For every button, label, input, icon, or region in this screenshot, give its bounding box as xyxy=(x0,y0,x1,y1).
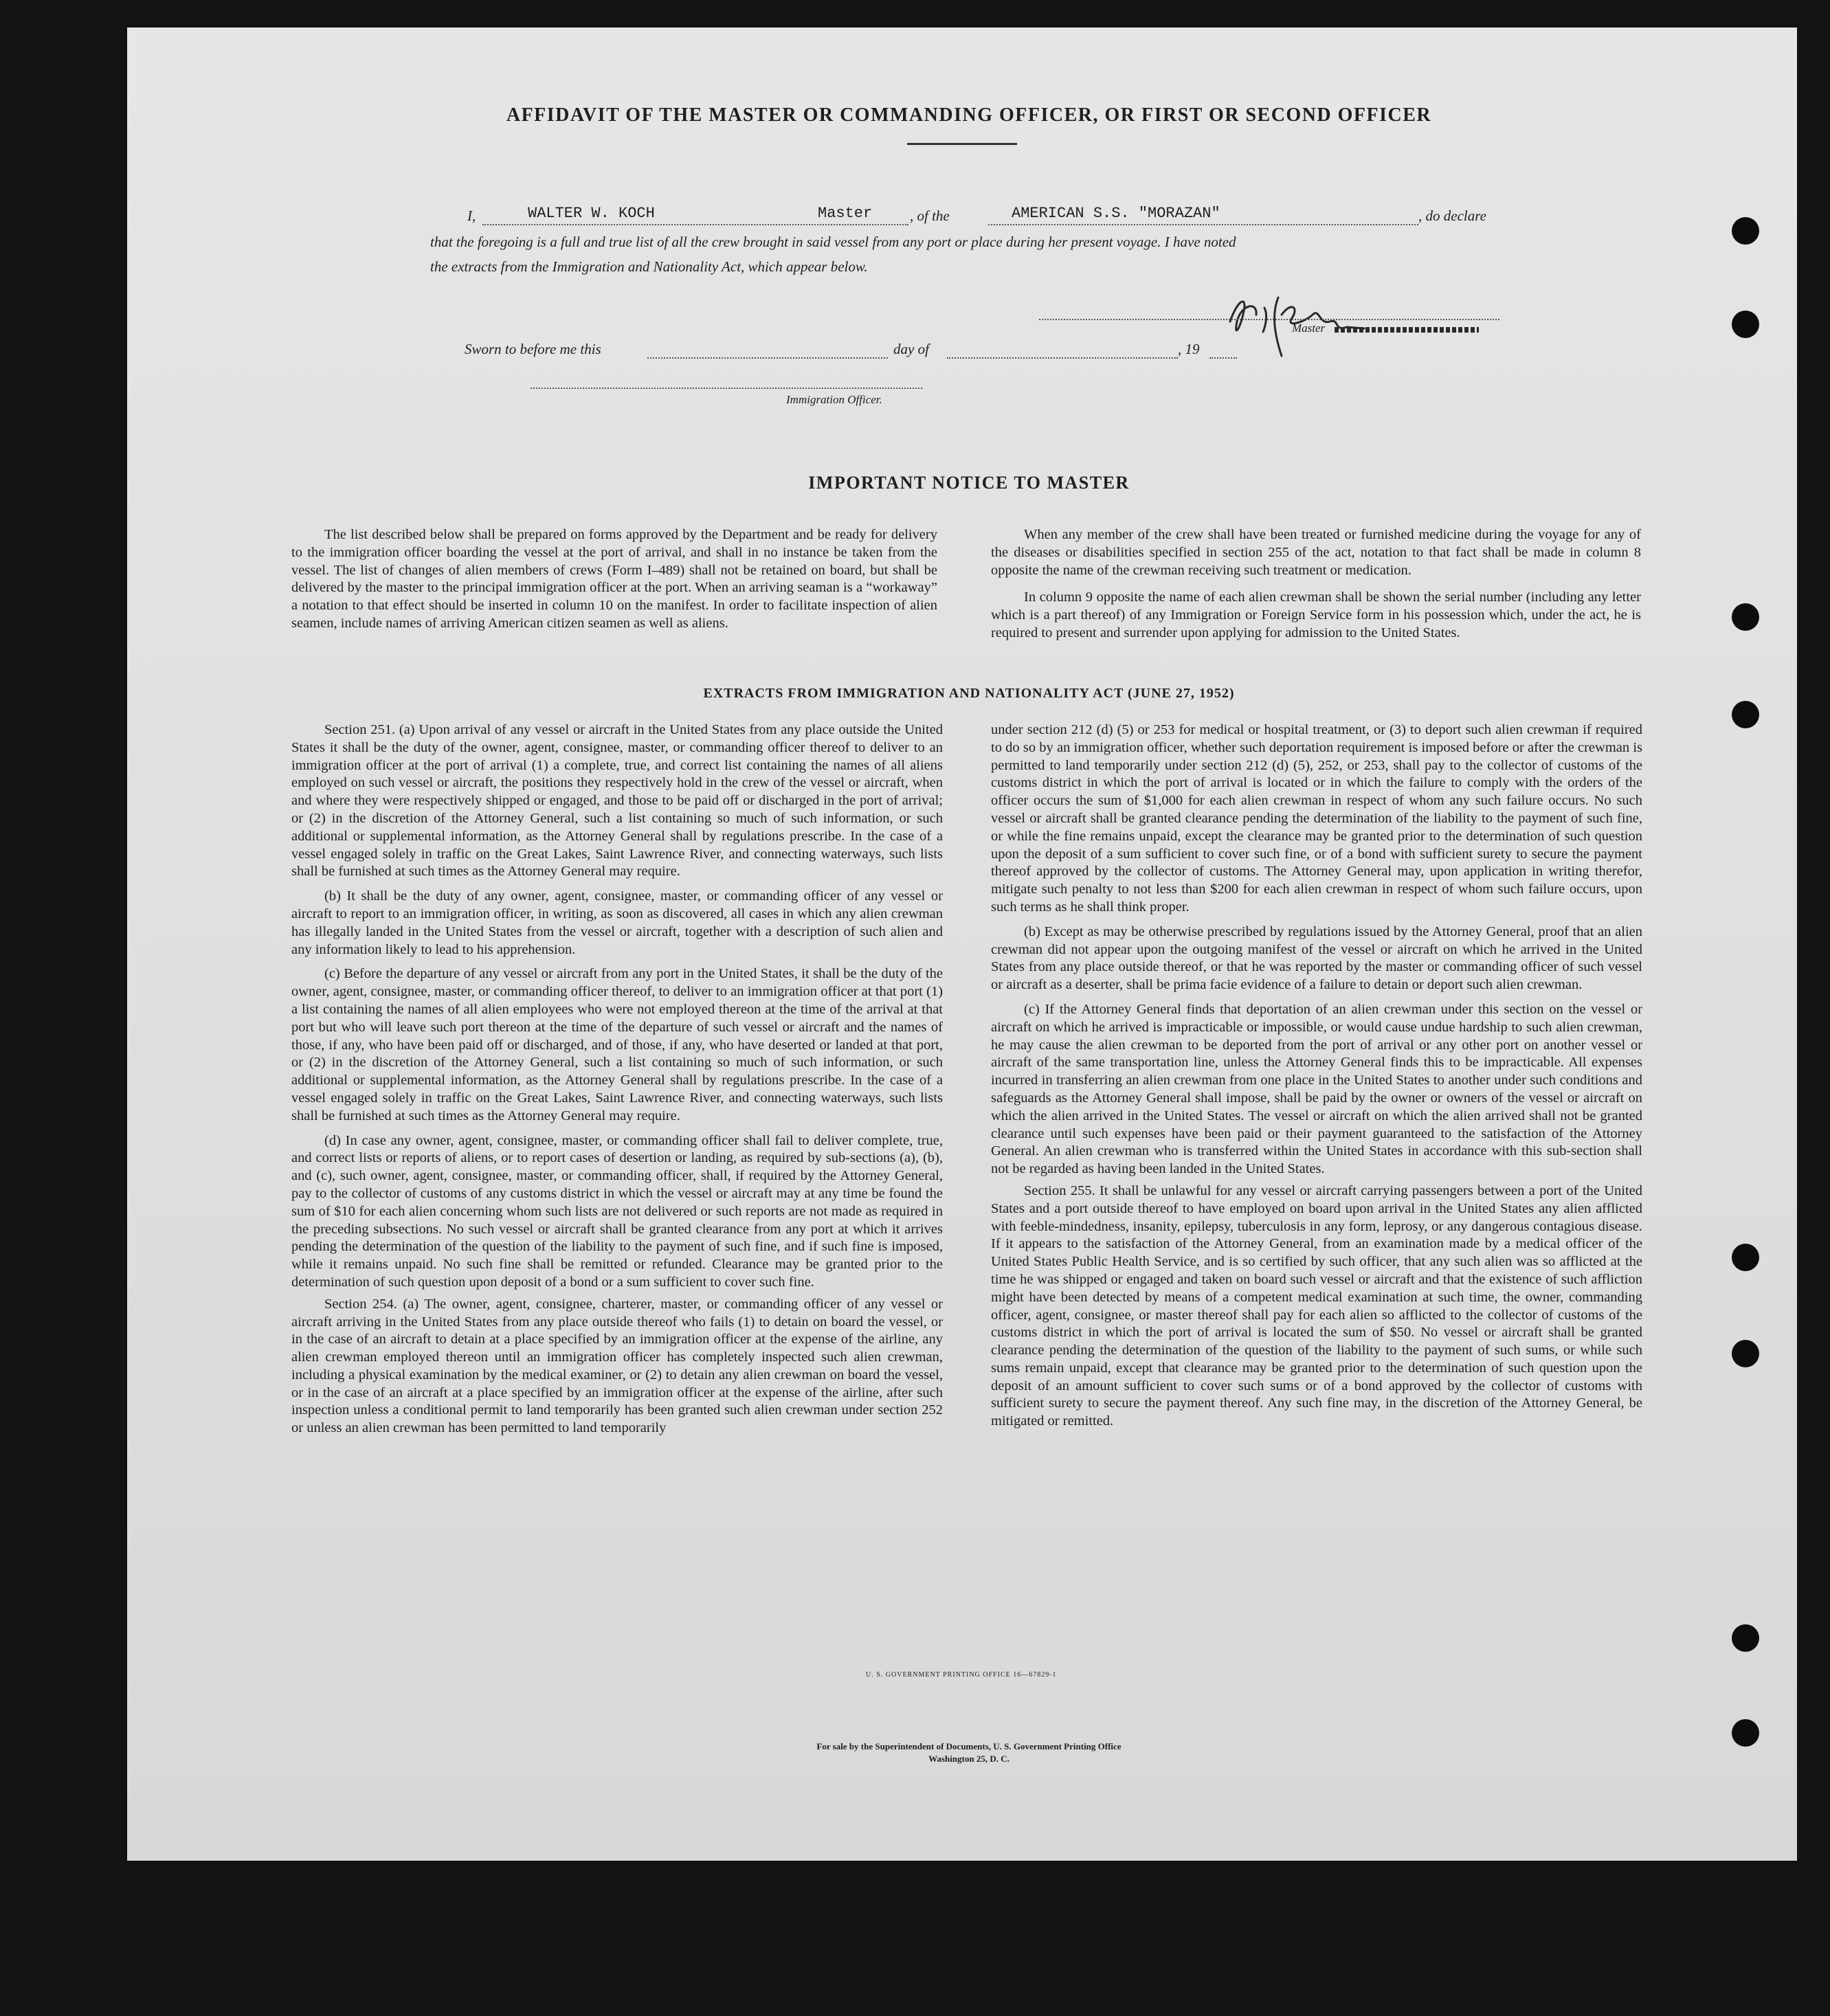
binder-hole xyxy=(1732,1340,1759,1367)
notice-left-column xyxy=(291,526,937,633)
section-251-b: (b) It shall be the duty of any owner, agent, consignee, master, or commanding officer of any vessel or aircraft to report to an immigration officer, in writing, as soon as discovered, all cases in which any alien crewman has illegally landed in the United States from the vessel or aircraft, together with a description of such alien and any information likely to lead to his apprehension. xyxy=(291,888,943,957)
declare-label: , do declare xyxy=(1418,208,1486,224)
vessel-name: AMERICAN S.S. "MORAZAN" xyxy=(1012,205,1220,222)
master-rank: Master xyxy=(818,205,873,222)
binder-hole xyxy=(1732,217,1759,245)
extracts-right-column xyxy=(991,721,1642,1431)
i-label: I, xyxy=(467,208,476,224)
sale-notice-line-1: For sale by the Superintendent of Documents, U. S. Government Printing Office xyxy=(816,1741,1122,1751)
binder-hole xyxy=(1732,603,1759,631)
binder-hole xyxy=(1732,1244,1759,1271)
binder-hole xyxy=(1732,1719,1759,1747)
sworn-day-line xyxy=(647,339,888,359)
sworn-label: Sworn to before me this xyxy=(465,341,601,357)
section-254-a-continued: under section 212 (d) (5) or 253 for medical or hospital treatment, or (3) to deport such alien crewman if required to do so by an immigration officer, whether such deportation requirement is imposed before or after the crewman is permitted to land temporarily under section 212 (d) (5), 252, or 253, shall pay to the collector of customs of the customs district in which the port of arrival is located or in which the failure to comply with the orders of the officer occurs the sum of $1,000 for each alien crewman in respect of whom any such failure occurs. No such vessel or aircraft shall be granted clearance pending the determination of the liability to the payment of such fine, or while the fine remains unpaid, except the clearance may be granted prior to the determination of such question upon the deposit of a sum sufficient to cover such fine, or of a bond with sufficient surety to secure the payment thereof approved by the collector of customs. The Attorney General may, upon application in writing therefor, mitigate such penalty to not less than $200 for each alien crewman in respect of whom such failure occurs, upon such terms as he shall think proper. xyxy=(991,722,1642,915)
notice-right-column xyxy=(991,526,1641,642)
binder-hole xyxy=(1732,311,1759,338)
binder-hole xyxy=(1732,1624,1759,1652)
sworn-month-line xyxy=(947,339,1178,359)
extracts-left-column xyxy=(291,721,943,1437)
sworn-year-line xyxy=(1209,339,1237,359)
binder-hole xyxy=(1732,701,1759,728)
signature-title: Master xyxy=(1292,322,1326,335)
section-251-d: (d) In case any owner, agent, consignee, master, or commanding officer shall fail to deliver complete, true, and correct lists or reports of aliens, or to report cases of desertion or landing, as required by sub-sections (a), (b), and (c), such owner, agent, consignee, master, or commanding officer, shall, if required by the Attorney General, pay to the collector of customs of any customs district in which the vessel or aircraft may at any time be found the sum of $10 for each alien concerning whom such lists are not delivered or such reports are not made as required in the preceding subsections. No such vessel or aircraft shall be granted clearance from any port at which it arrives pending the determination of the question of the liability to the payment of such fine, and if such fine is imposed, while it remains unpaid. No such fine shall be remitted or refunded. Clearance may be granted prior to the determination of such question upon deposit of a bond or a sum sufficient to cover such fine. xyxy=(291,1132,943,1290)
day-of-label: day of xyxy=(893,341,929,357)
title-divider xyxy=(907,143,1017,145)
statement-line-2: the extracts from the Immigration and Nationality Act, which appear below. xyxy=(430,258,868,275)
struck-out-title xyxy=(1335,327,1479,333)
signature-line xyxy=(1039,308,1499,320)
affidavit-title: AFFIDAVIT OF THE MASTER OR COMMANDING OFFICER, OR FIRST OR SECOND OFFICER xyxy=(506,104,1432,126)
extracts-title: EXTRACTS FROM IMMIGRATION AND NATIONALITY ACT (JUNE 27, 1952) xyxy=(703,686,1235,701)
notice-right-paragraph-1: When any member of the crew shall have been treated or furnished medicine during the voyage for any of the diseases or disabilities specified in section 255 of the act, notation to that fact shall be made in column 8 opposite the name of the crewman receiving such treatment or medication. xyxy=(991,527,1641,578)
statement-line-1: that the foregoing is a full and true list of all the crew brought in said vessel from any port or place during her present voyage. I have noted xyxy=(430,234,1236,250)
section-255: Section 255. It shall be unlawful for any vessel or aircraft carrying passengers between a port of the United States and a port outside thereof to have employed on board upon arrival in the United States any alien afflicted with feeble-mindedness, insanity, epilepsy, tuberculosis in any form, leprosy, or any dangerous contagious disease. If it appears to the satisfaction of the Attorney General, from an examination made by a medical officer of the United States Public Health Service, and is so certified by such officer, that any such alien was so afflicted at the time he was shipped or engaged and taken on board such vessel or aircraft and that the existence of such affliction might have been detected by means of a competent medical examination at such time, the owner, commanding officer, agent, consignee, or master thereof shall pay for each alien so afflicted to the collector of customs of the customs district in which the port of arrival is located the sum of $50. No vessel or aircraft shall be granted clearance pending the determination of the question of the liability to the payment of such sums, or while such sums remain unpaid, except that clearance may be granted prior to the determination of such question upon the deposit of an amount sufficient to cover such sums or of a bond approved by the collector of customs with sufficient surety to secure the payment thereof. Any such fine may, in the discretion of the Attorney General, be mitigated or remitted. xyxy=(991,1183,1642,1429)
of-the-label: , of the xyxy=(910,208,950,224)
section-251-c: (c) Before the departure of any vessel or aircraft from any port in the United States, it shall be the duty of the owner, agent, consignee, master, or commanding officer thereof, to deliver to an immigration officer at that port (1) a list containing the names of all alien employees who were not employed thereon at the time of the arrival at that port but who will leave such port thereon at the time of the departure of such vessel or aircraft and the names of those, if any, who have been paid off or discharged, and of those, if any, who have deserted or landed at that port, or (2) in the discretion of the Attorney General, such a list containing so much of such information, or such additional or supplemental information, as the Attorney General shall by regulations prescribe. In the case of a vessel engaged solely in traffic on the Great Lakes, Saint Lawrence River, and connecting waterways, such lists shall be furnished at such times as the Attorney General may require. xyxy=(291,966,943,1123)
year-label: , 19 xyxy=(1178,341,1200,357)
notice-title: IMPORTANT NOTICE TO MASTER xyxy=(808,473,1130,493)
section-254-c: (c) If the Attorney General finds that deportation of an alien crewman under this section on the vessel or aircraft on which he arrived is impracticable or impossible, or would cause undue hardship to such alien crewman, he may cause the alien crewman to be deported from the port of arrival or any other port on another vessel or aircraft of the same transportation line, unless the Attorney General finds this to be impracticable. All expenses incurred in transferring an alien crewman from one place in the United States to another under such conditions and safeguards as the Attorney General shall impose, shall be paid by the owner or owners of the vessel or aircraft on which the alien arrived in the United States. The vessel or aircraft on which the alien arrived shall not be granted clearance until such expenses have been paid or their payment guaranteed to the satisfaction of the Attorney General. An alien crewman who is transferred within the United States in accordance with this sub-section shall not be regarded as having been landed in the United States. xyxy=(991,1001,1642,1177)
master-name: WALTER W. KOCH xyxy=(528,205,655,222)
notice-left-paragraph: The list described below shall be prepared on forms approved by the Department and be ready for delivery to the immigration officer boarding the vessel at the port of arrival, and shall in no instance be taken from the vessel. The list of changes of alien members of crews (Form I–489) shall not be retained on board, but shall be delivered by the master to the principal immigration officer at the port. When an arriving seaman is a “workaway” a notation to that effect should be inserted in column 10 on the manifest. In order to facilitate inspection of alien seamen, include names of arriving American citizen seamen as well as aliens. xyxy=(291,527,937,631)
notice-right-paragraph-2: In column 9 opposite the name of each alien crewman shall be shown the serial number (including any letter which is a part thereof) of any Immigration or Foreign Service form in his possession which, under the act, he is required to present and surrender upon applying for admission to the United States. xyxy=(991,590,1641,640)
section-254-b: (b) Except as may be otherwise prescribed by regulations issued by the Attorney General, proof that an alien crewman did not appear upon the outgoing manifest of the vessel or aircraft on which he arrived in the United States from any place outside thereof, or that he was reported by the master or commanding officer of such vessel or aircraft as a deserter, shall be prima facie evidence of a failure to detain or deport such alien crewman. xyxy=(991,923,1642,993)
printing-office-imprint: U. S. GOVERNMENT PRINTING OFFICE 16—67829-1 xyxy=(866,1671,1057,1679)
sale-notice-line-2: Washington 25, D. C. xyxy=(928,1754,1009,1764)
officer-signature-line xyxy=(531,375,922,389)
section-251-a: Section 251. (a) Upon arrival of any vessel or aircraft in the United States from any place outside the United States it shall be the duty of the owner, agent, consignee, master, or commanding officer thereof to deliver to an immigration officer at the port of arrival (1) a complete, true, and correct list containing the names of all aliens employed on such vessel or aircraft, the positions they respectively hold in the crew of the vessel or aircraft, when and where they were respectively shipped or engaged, and those to be paid off or discharged in the port of arrival; or (2) in the discretion of the Attorney General, such a list containing so much of such information, or such additional or supplemental information, as the Attorney General shall by regulations prescribe. In the case of a vessel engaged solely in traffic on the Great Lakes, Saint Lawrence River, and connecting waterways, such lists shall be furnished at such times as the Attorney General may require. xyxy=(291,722,943,880)
officer-label: Immigration Officer. xyxy=(786,393,882,406)
section-254-a: Section 254. (a) The owner, agent, consignee, charterer, master, or commanding officer of any vessel or aircraft arriving in the United States from any place outside thereof who fails (1) to detain on board the vessel, or in the case of an aircraft to detain at a place specified by an immigration officer at the expense of the airline, any alien crewman employed thereon until an immigration officer has completely inspected such alien crewman, including a physical examination by the medical examiner, or (2) to detain any alien crewman on board the vessel, or in the case of an aircraft at a place specified by an immigration officer at the expense of the airline, after such inspection unless a conditional permit to land temporarily has been granted such alien crewman under section 252 or unless an alien crewman has been permitted to land temporarily xyxy=(291,1296,943,1436)
